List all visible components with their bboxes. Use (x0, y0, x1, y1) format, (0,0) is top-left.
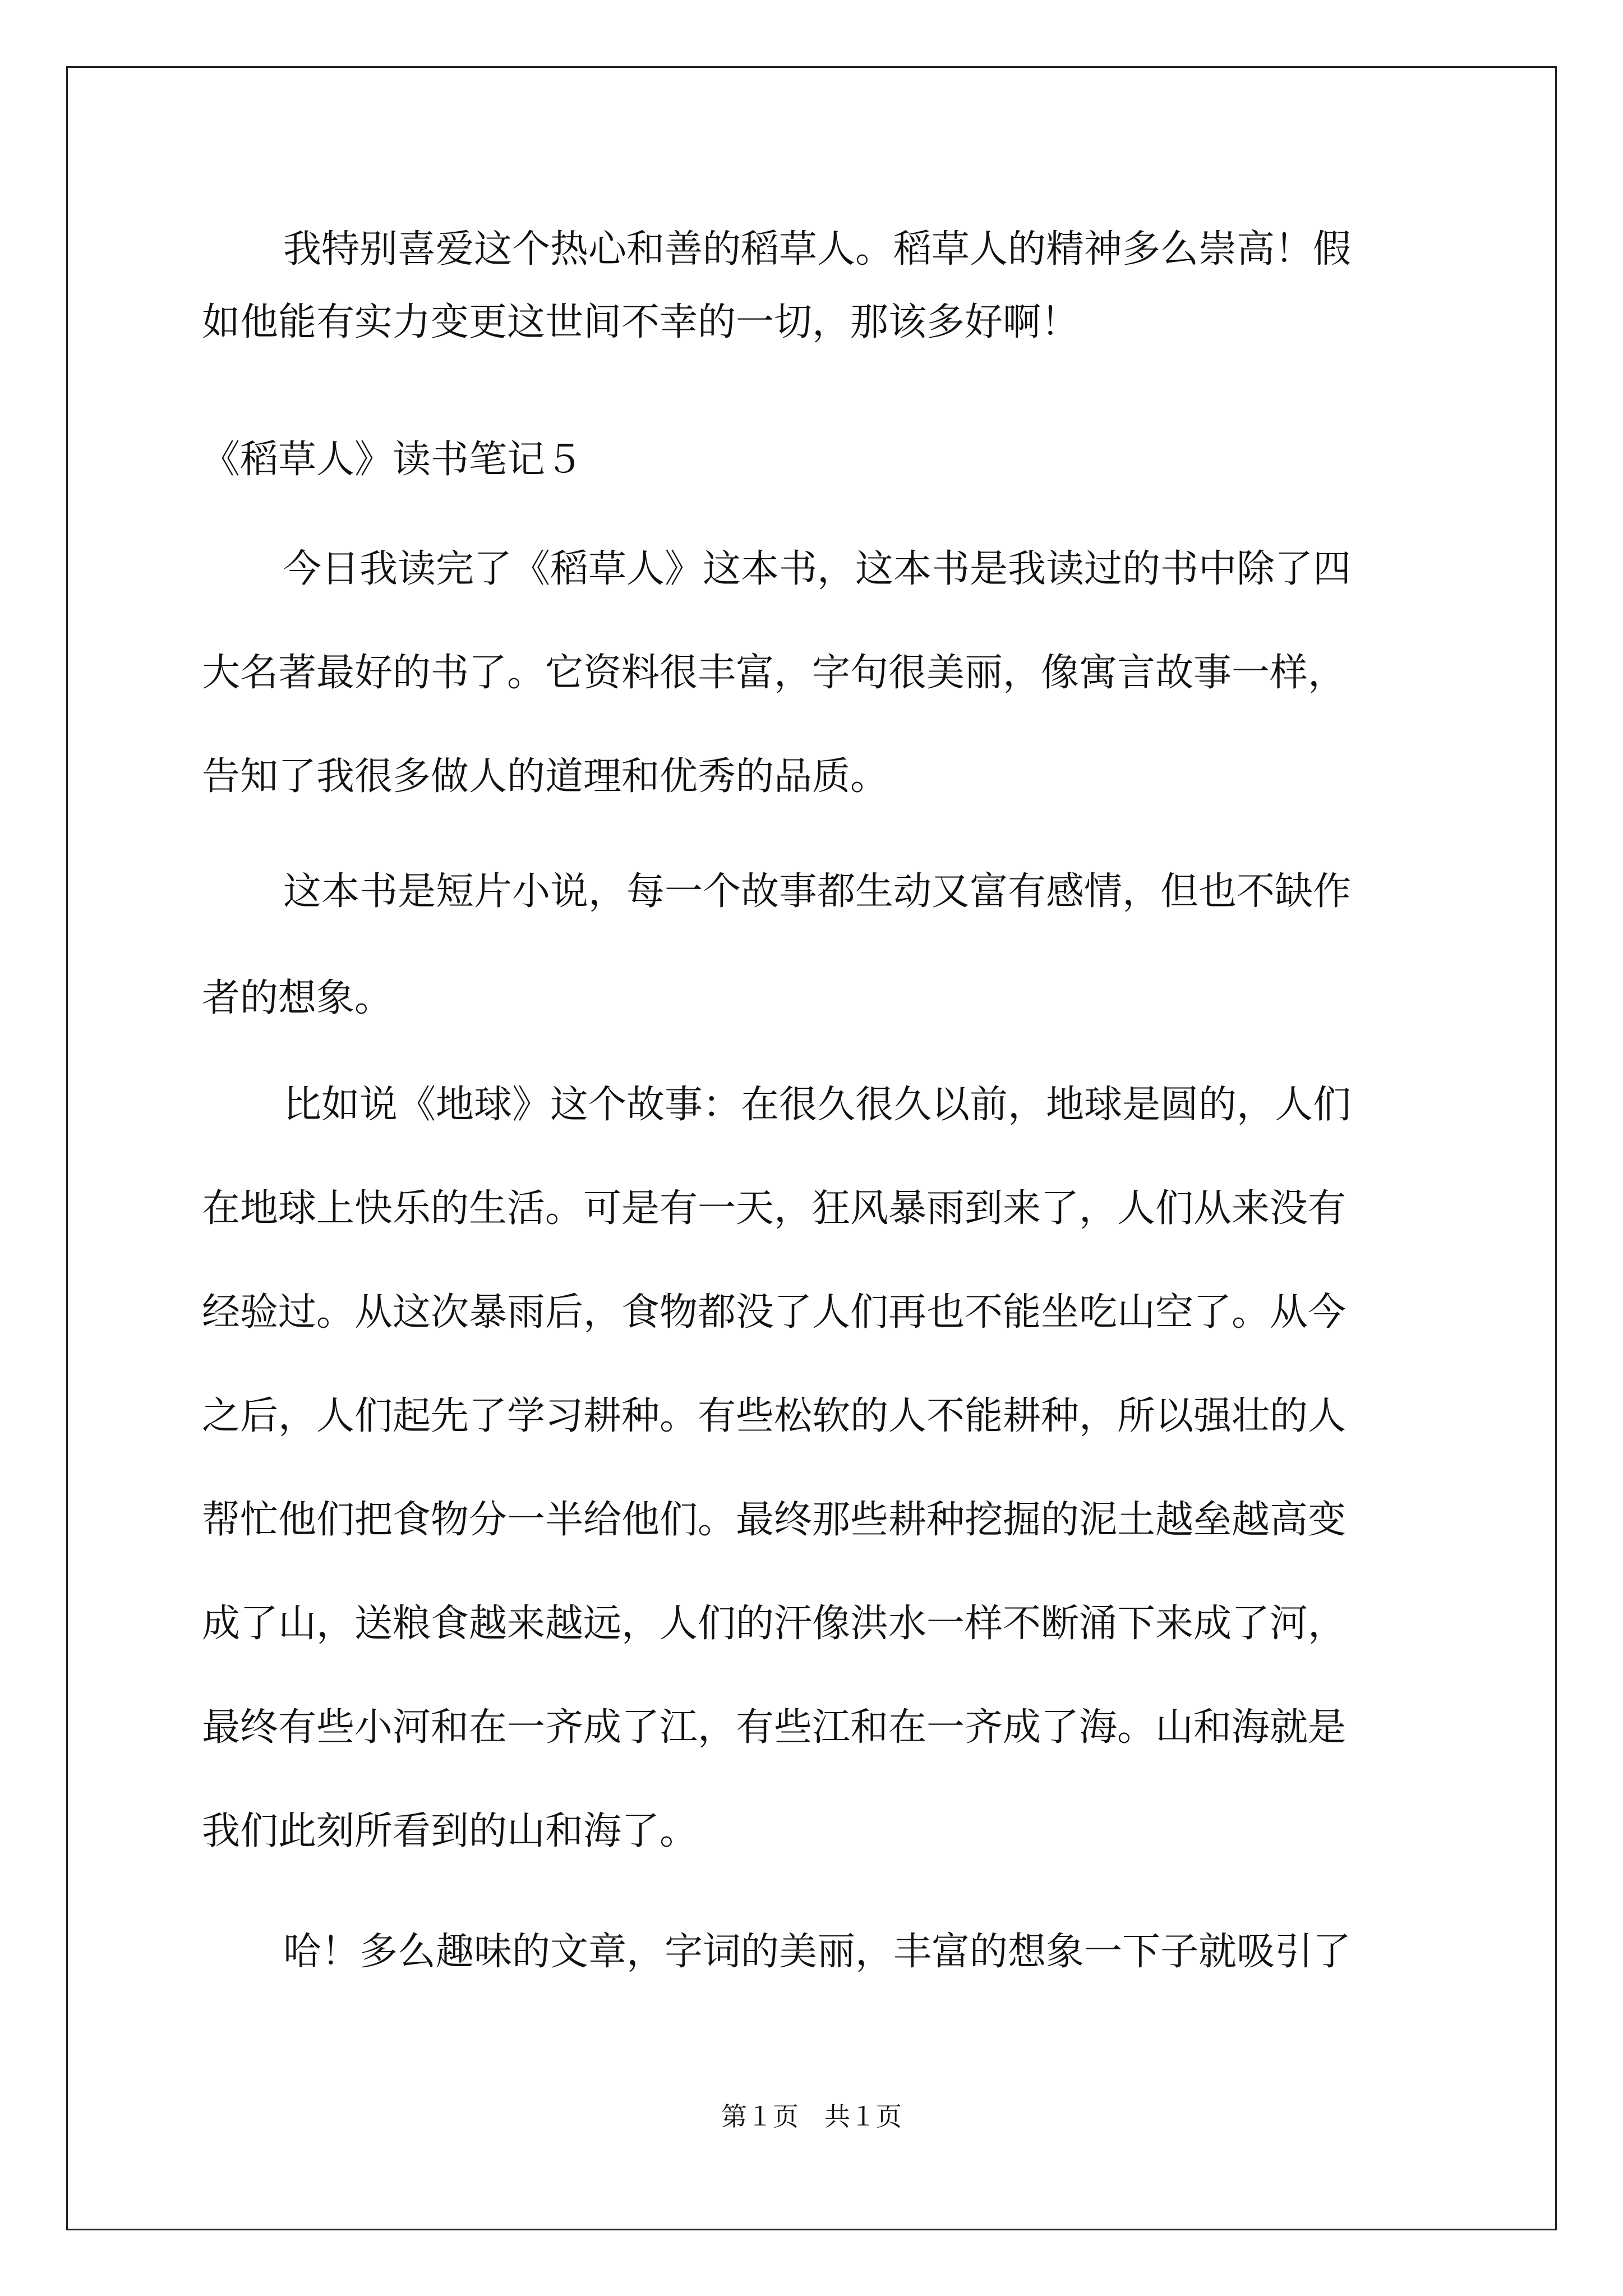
paragraph-line: 最终有些小河和在一齐成了江，有些江和在一齐成了海。山和海就是 (202, 1705, 1347, 1750)
paragraph-line: 我特别喜爱这个热心和善的稻草人。稻草人的精神多么崇高！假 (283, 227, 1352, 272)
paragraph-line: 大名著最好的书了。它资料很丰富，字句很美丽，像寓言故事一样， (202, 651, 1347, 695)
paragraph-line: 哈！多么趣味的文章，字词的美丽，丰富的想象一下子就吸引了 (283, 1930, 1352, 1974)
paragraph-line: 比如说《地球》这个故事：在很久很久以前，地球是圆的，人们 (283, 1083, 1352, 1127)
paragraph-line: 经验过。从这次暴雨后，食物都没了人们再也不能坐吃山空了。从今 (202, 1290, 1347, 1335)
paragraph-line: 告知了我很多做人的道理和优秀的品质。 (202, 754, 889, 799)
paragraph-line: 今日我读完了《稻草人》这本书，这本书是我读过的书中除了四 (283, 547, 1352, 591)
paragraph-line: 成了山，送粮食越来越远，人们的汗像洪水一样不断涌下来成了河， (202, 1602, 1347, 1646)
paragraph-line: 者的想象。 (202, 976, 393, 1020)
page-number-footer: 第１页 共１页 (721, 2101, 902, 2132)
paragraph-line: 帮忙他们把食物分一半给他们。最终那些耕种挖掘的泥土越垒越高变 (202, 1498, 1347, 1542)
page-border (66, 66, 1557, 2230)
paragraph-line: 这本书是短片小说，每一个故事都生动又富有感情，但也不缺作 (283, 869, 1352, 914)
paragraph-line: 如他能有实力变更这世间不幸的一切，那该多好啊！ (202, 300, 1080, 344)
paragraph-line: 我们此刻所看到的山和海了。 (202, 1809, 698, 1853)
section-heading: 《稻草人》读书笔记５ (202, 438, 584, 482)
paragraph-line: 之后，人们起先了学习耕种。有些松软的人不能耕种，所以强壮的人 (202, 1394, 1347, 1438)
paragraph-line: 在地球上快乐的生活。可是有一天，狂风暴雨到来了，人们从来没有 (202, 1186, 1347, 1231)
